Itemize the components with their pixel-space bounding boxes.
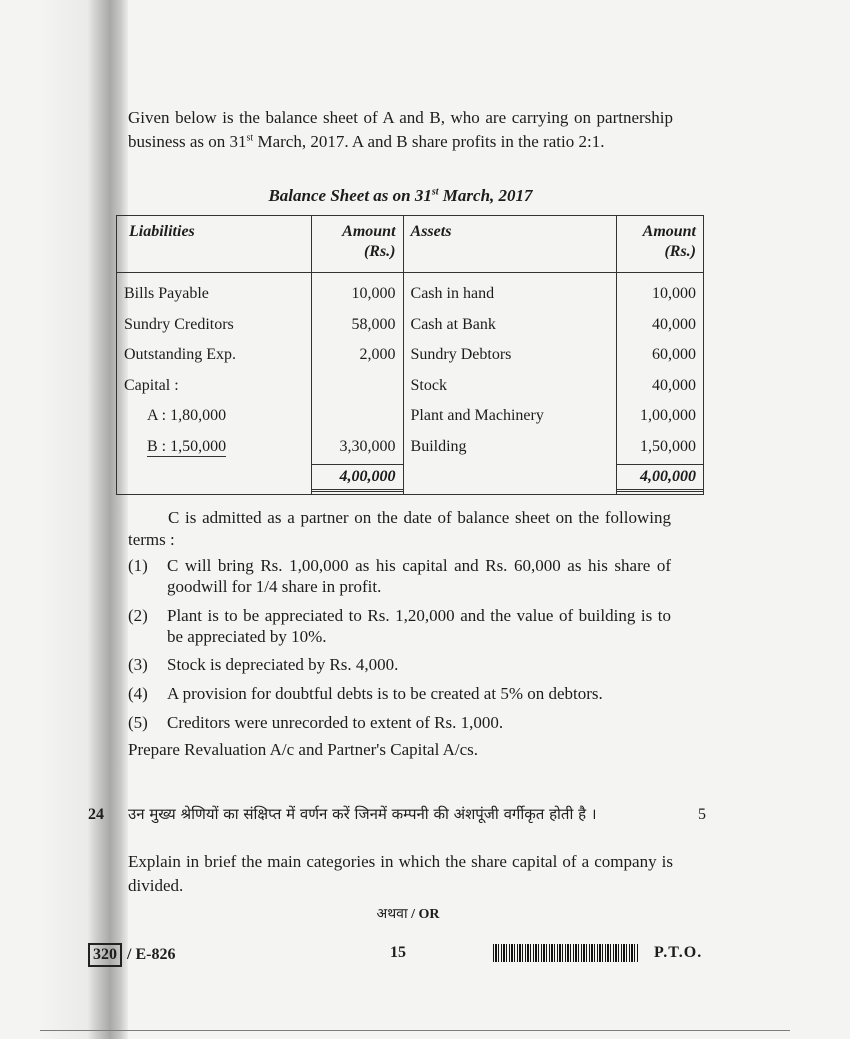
term-text: A provision for doubtful debts is to be created at 5% on debtors.	[167, 684, 603, 703]
term-number: (5)	[128, 713, 148, 732]
table-row	[117, 310, 704, 341]
or-separator: अथवा / OR	[376, 906, 440, 922]
footer-paper-code	[88, 943, 175, 967]
liability-cell: Outstanding Exp.	[117, 340, 312, 371]
balance-sheet-title: Balance Sheet as on 31st March, 2017	[268, 186, 533, 205]
barcode-image	[493, 944, 639, 962]
asset-amount-cell: 1,50,000	[617, 432, 704, 463]
question-hindi: उन मुख्य श्रेणियों का संक्षिप्त में वर्णन करें जिनमें कम्पनी की अंशपूंजी वर्गीकृत होती है ।	[128, 805, 597, 823]
paper-code-box: 320	[88, 943, 122, 967]
term-text: C will bring Rs. 1,00,000 as his capital and Rs. 60,000 as his share of goodwill for 1/4 share in profit.	[167, 556, 671, 596]
header-liabilities: Liabilities	[117, 216, 312, 273]
page-number: 15	[390, 944, 406, 961]
page-edge-line	[40, 1030, 790, 1031]
pto-label: P.T.O.	[654, 944, 703, 961]
liability-amount-cell: 2,000	[311, 340, 403, 371]
balance-sheet-table	[116, 215, 704, 495]
page-shadow	[38, 0, 88, 1039]
asset-amount-cell: 10,000	[617, 273, 704, 310]
asset-amount-cell: 1,00,000	[617, 401, 704, 432]
header-assets: Assets	[403, 216, 617, 273]
table-row	[117, 340, 704, 371]
liability-amount-cell: 3,30,000	[311, 432, 403, 463]
total-assets-cell	[617, 462, 704, 495]
paper-id: / E-826	[127, 946, 176, 963]
asset-cell: Sundry Debtors	[403, 340, 617, 371]
intro-paragraph: Given below is the balance sheet of A and B, who are carrying on partnership business as on 31st March, 2017. A and B share profits in the ratio 2:1.	[128, 108, 673, 151]
total-liabilities: 4,00,000	[312, 464, 403, 492]
header-amount-assets: Amount (Rs.)	[617, 216, 704, 273]
asset-cell: Stock	[403, 371, 617, 402]
total-liabilities-cell	[311, 462, 403, 495]
terms-intro: C is admitted as a partner on the date of balance sheet on the following terms :	[128, 508, 671, 549]
table-row	[117, 401, 704, 432]
asset-cell: Plant and Machinery	[403, 401, 617, 432]
prepare-instruction: Prepare Revaluation A/c and Partner's Capital A/cs.	[128, 740, 479, 759]
header-amount-liabilities: Amount (Rs.)	[311, 216, 403, 273]
term-number: (3)	[128, 655, 148, 674]
asset-amount-cell: 40,000	[617, 310, 704, 341]
liability-amount-cell	[311, 401, 403, 432]
liability-cell: Bills Payable	[117, 273, 312, 310]
term-number: (4)	[128, 684, 148, 703]
table-row	[117, 273, 704, 310]
liability-amount-cell: 58,000	[311, 310, 403, 341]
table-total-row	[117, 462, 704, 495]
liability-amount-cell	[311, 371, 403, 402]
term-text: Stock is depreciated by Rs. 4,000.	[167, 655, 399, 674]
liability-cell: B : 1,50,000	[117, 432, 312, 463]
liability-cell: Sundry Creditors	[117, 310, 312, 341]
asset-amount-cell: 40,000	[617, 371, 704, 402]
empty-cell	[403, 462, 617, 495]
asset-cell: Cash at Bank	[403, 310, 617, 341]
liability-cell: Capital :	[117, 371, 312, 402]
question-english: Explain in brief the main categories in which the share capital of a company is divided.	[128, 852, 673, 895]
question-number: 24	[88, 806, 104, 823]
term-number: (1)	[128, 556, 148, 575]
total-assets: 4,00,000	[617, 464, 703, 492]
liability-cell: A : 1,80,000	[117, 401, 312, 432]
book-spine-shadow	[88, 0, 128, 1039]
term-text: Creditors were unrecorded to extent of Rs. 1,000.	[167, 713, 504, 732]
empty-cell	[117, 462, 312, 495]
term-number: (2)	[128, 606, 148, 625]
question-marks: 5	[698, 806, 706, 823]
table-header-row	[117, 216, 704, 273]
term-text: Plant is to be appreciated to Rs. 1,20,000 and the value of building is to be appreciated by 10%.	[167, 606, 671, 646]
table-row	[117, 371, 704, 402]
table-row	[117, 432, 704, 463]
asset-amount-cell: 60,000	[617, 340, 704, 371]
asset-cell: Cash in hand	[403, 273, 617, 310]
liability-amount-cell: 10,000	[311, 273, 403, 310]
asset-cell: Building	[403, 432, 617, 463]
